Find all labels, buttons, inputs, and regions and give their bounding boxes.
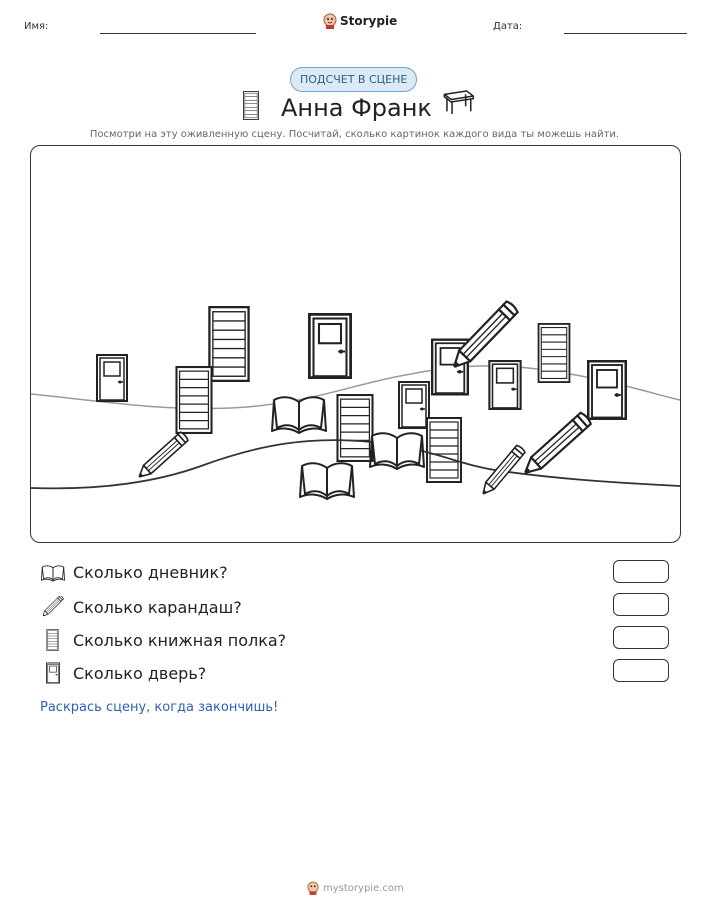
door-icon xyxy=(41,662,65,684)
instructions: Посмотри на эту оживленную сцену. Посчитай, сколько картинок каждого вида ты можешь найти. xyxy=(89,129,620,140)
door-6 xyxy=(399,382,429,428)
logo-text: Storypie xyxy=(340,14,398,28)
bookshelf-4 xyxy=(337,395,372,464)
bookshelf-1 xyxy=(209,307,248,384)
question-text: Сколько книжная полка? xyxy=(73,630,287,650)
question-pencil xyxy=(41,596,242,618)
door-2 xyxy=(309,314,350,377)
pencil-4 xyxy=(479,445,526,498)
door-5 xyxy=(588,361,626,419)
pencil-icon xyxy=(41,596,65,618)
bookshelf-icon xyxy=(41,629,65,651)
answer-box-diary[interactable] xyxy=(613,560,669,583)
footer xyxy=(307,881,404,895)
question-text: Сколько дверь? xyxy=(73,663,207,683)
scene-count-badge: ПОДСЧЕТ В СЦЕНЕ xyxy=(290,67,417,92)
bookshelf-5 xyxy=(427,418,461,485)
diary-3 xyxy=(300,463,354,499)
answer-box-bookshelf[interactable] xyxy=(613,626,669,649)
storypie-mascot-icon xyxy=(323,13,337,29)
storypie-mascot-icon xyxy=(307,881,319,895)
book-icon xyxy=(41,564,65,582)
stool-icon xyxy=(441,89,475,115)
date-label: Дата: xyxy=(493,21,523,32)
color-instruction: Раскрась сцену, когда закончишь! xyxy=(40,700,279,715)
date-field[interactable] xyxy=(564,33,687,34)
pencil-3 xyxy=(520,412,592,479)
counting-scene xyxy=(30,145,681,543)
question-door xyxy=(41,662,206,684)
name-field[interactable] xyxy=(100,33,256,34)
page-title: Анна Франк xyxy=(281,94,432,122)
storypie-logo xyxy=(323,13,397,29)
question-diary xyxy=(41,563,228,582)
answer-box-pencil[interactable] xyxy=(613,593,669,616)
pencil-1 xyxy=(135,431,189,481)
door-4 xyxy=(489,361,520,409)
door-1 xyxy=(97,355,127,401)
name-label: Имя: xyxy=(24,21,49,32)
footer-url[interactable]: mystorypie.com xyxy=(323,882,404,894)
diary-1 xyxy=(272,397,326,433)
answer-box-door[interactable] xyxy=(613,659,669,682)
scene-illustration xyxy=(31,146,680,542)
question-text: Сколько дневник? xyxy=(73,563,228,582)
bookshelf-icon xyxy=(243,91,259,120)
diary-2 xyxy=(370,433,424,469)
question-bookshelf xyxy=(41,629,286,651)
bookshelf-3 xyxy=(539,324,570,385)
question-text: Сколько карандаш? xyxy=(73,597,242,617)
bookshelf-2 xyxy=(176,367,211,436)
